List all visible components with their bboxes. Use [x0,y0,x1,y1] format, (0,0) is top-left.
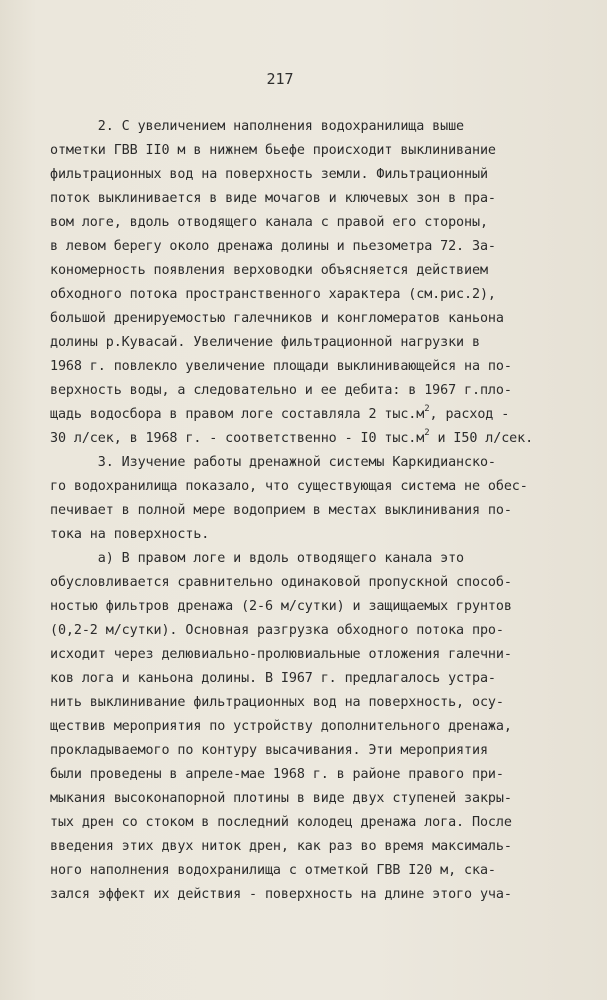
superscript: 2 [424,404,430,414]
text-line: ного наполнения водохранилища с отметкой ГВВ I20 м, ска- [50,863,496,878]
text-line: (0,2-2 м/сутки). Основная разгрузка обходного потока про- [50,623,504,638]
text-line: кономерность появления верховодки объясняется действием [50,263,488,278]
text-line: ностью фильтров дренажа (2-6 м/сутки) и защищаемых грунтов [50,599,512,614]
text-line: 2. С увеличением наполнения водохранилища выше [50,119,465,134]
text-line: обусловливается сравнительно одинаковой пропускной способ- [50,575,512,590]
text-line: в левом берегу около дренажа долины и пьезометра 72. За- [50,239,496,254]
text-line: фильтрационных вод на поверхность земли. Фильтрационный [50,167,488,182]
text-line: долины р.Кувасай. Увеличение фильтрационной нагрузки в [50,335,480,350]
text-line: введения этих двух ниток дрен, как раз во время максималь- [50,839,512,854]
text-line-with-superscript [50,429,533,449]
line-text: щадь водосбора в правом логе составляла 2 тыс.м [50,407,425,422]
text-line: печивает в полной мере водоприем в местах выклинивания по- [50,503,512,518]
text-line: исходит через делювиально-пролювиальные отложения галечни- [50,647,512,662]
text-line: ществив мероприятия по устройству дополнительного дренажа, [50,719,512,734]
text-line: обходного потока пространственного характера (см.рис.2), [50,287,496,302]
text-line: а) В правом логе и вдоль отводящего канала это [50,551,465,566]
text-line: большой дренируемостью галечников и конгломератов каньона [50,311,504,326]
text-line: поток выклинивается в виде мочагов и ключевых зон в пра- [50,191,496,206]
line-tail: и I50 л/сек. [429,431,534,446]
text-line: мыкания высоконапорной плотины в виде двух ступеней закры- [50,791,512,806]
text-line: го водохранилища показало, что существующая система не обес- [50,479,528,494]
line-text: 30 л/сек, в 1968 г. - соответственно - I0 тыс.м [50,431,425,446]
text-line: были проведены в апреле-мае 1968 г. в районе правого при- [50,767,504,782]
text-line: зался эффект их действия - поверхность на длине этого уча- [50,887,512,902]
text-line: верхность воды, а следовательно и ее дебита: в 1967 г.пло- [50,383,512,398]
text-line: 3. Изучение работы дренажной системы Каркидианско- [50,455,496,470]
text-line: тых дрен со стоком в последний колодец дренажа лога. После [50,815,512,830]
text-line: 1968 г. повлекло увеличение площади выклинивающейся на по- [50,359,512,374]
text-line-with-superscript [50,405,509,425]
text-line: прокладываемого по контуру высачивания. Эти мероприятия [50,743,488,758]
text-line: тока на поверхность. [50,527,210,542]
superscript: 2 [424,428,430,438]
page-number: 217 [266,70,294,88]
text-line: ков лога и каньона долины. В I967 г. предлагалось устра- [50,671,496,686]
text-line: вом логе, вдоль отводящего канала с правой его стороны, [50,215,488,230]
line-tail: , расход - [429,407,510,422]
text-line: нить выклинивание фильтрационных вод на поверхность, осу- [50,695,504,710]
text-line: отметки ГВВ II0 м в нижнем бьефе происходит выклинивание [50,143,496,158]
